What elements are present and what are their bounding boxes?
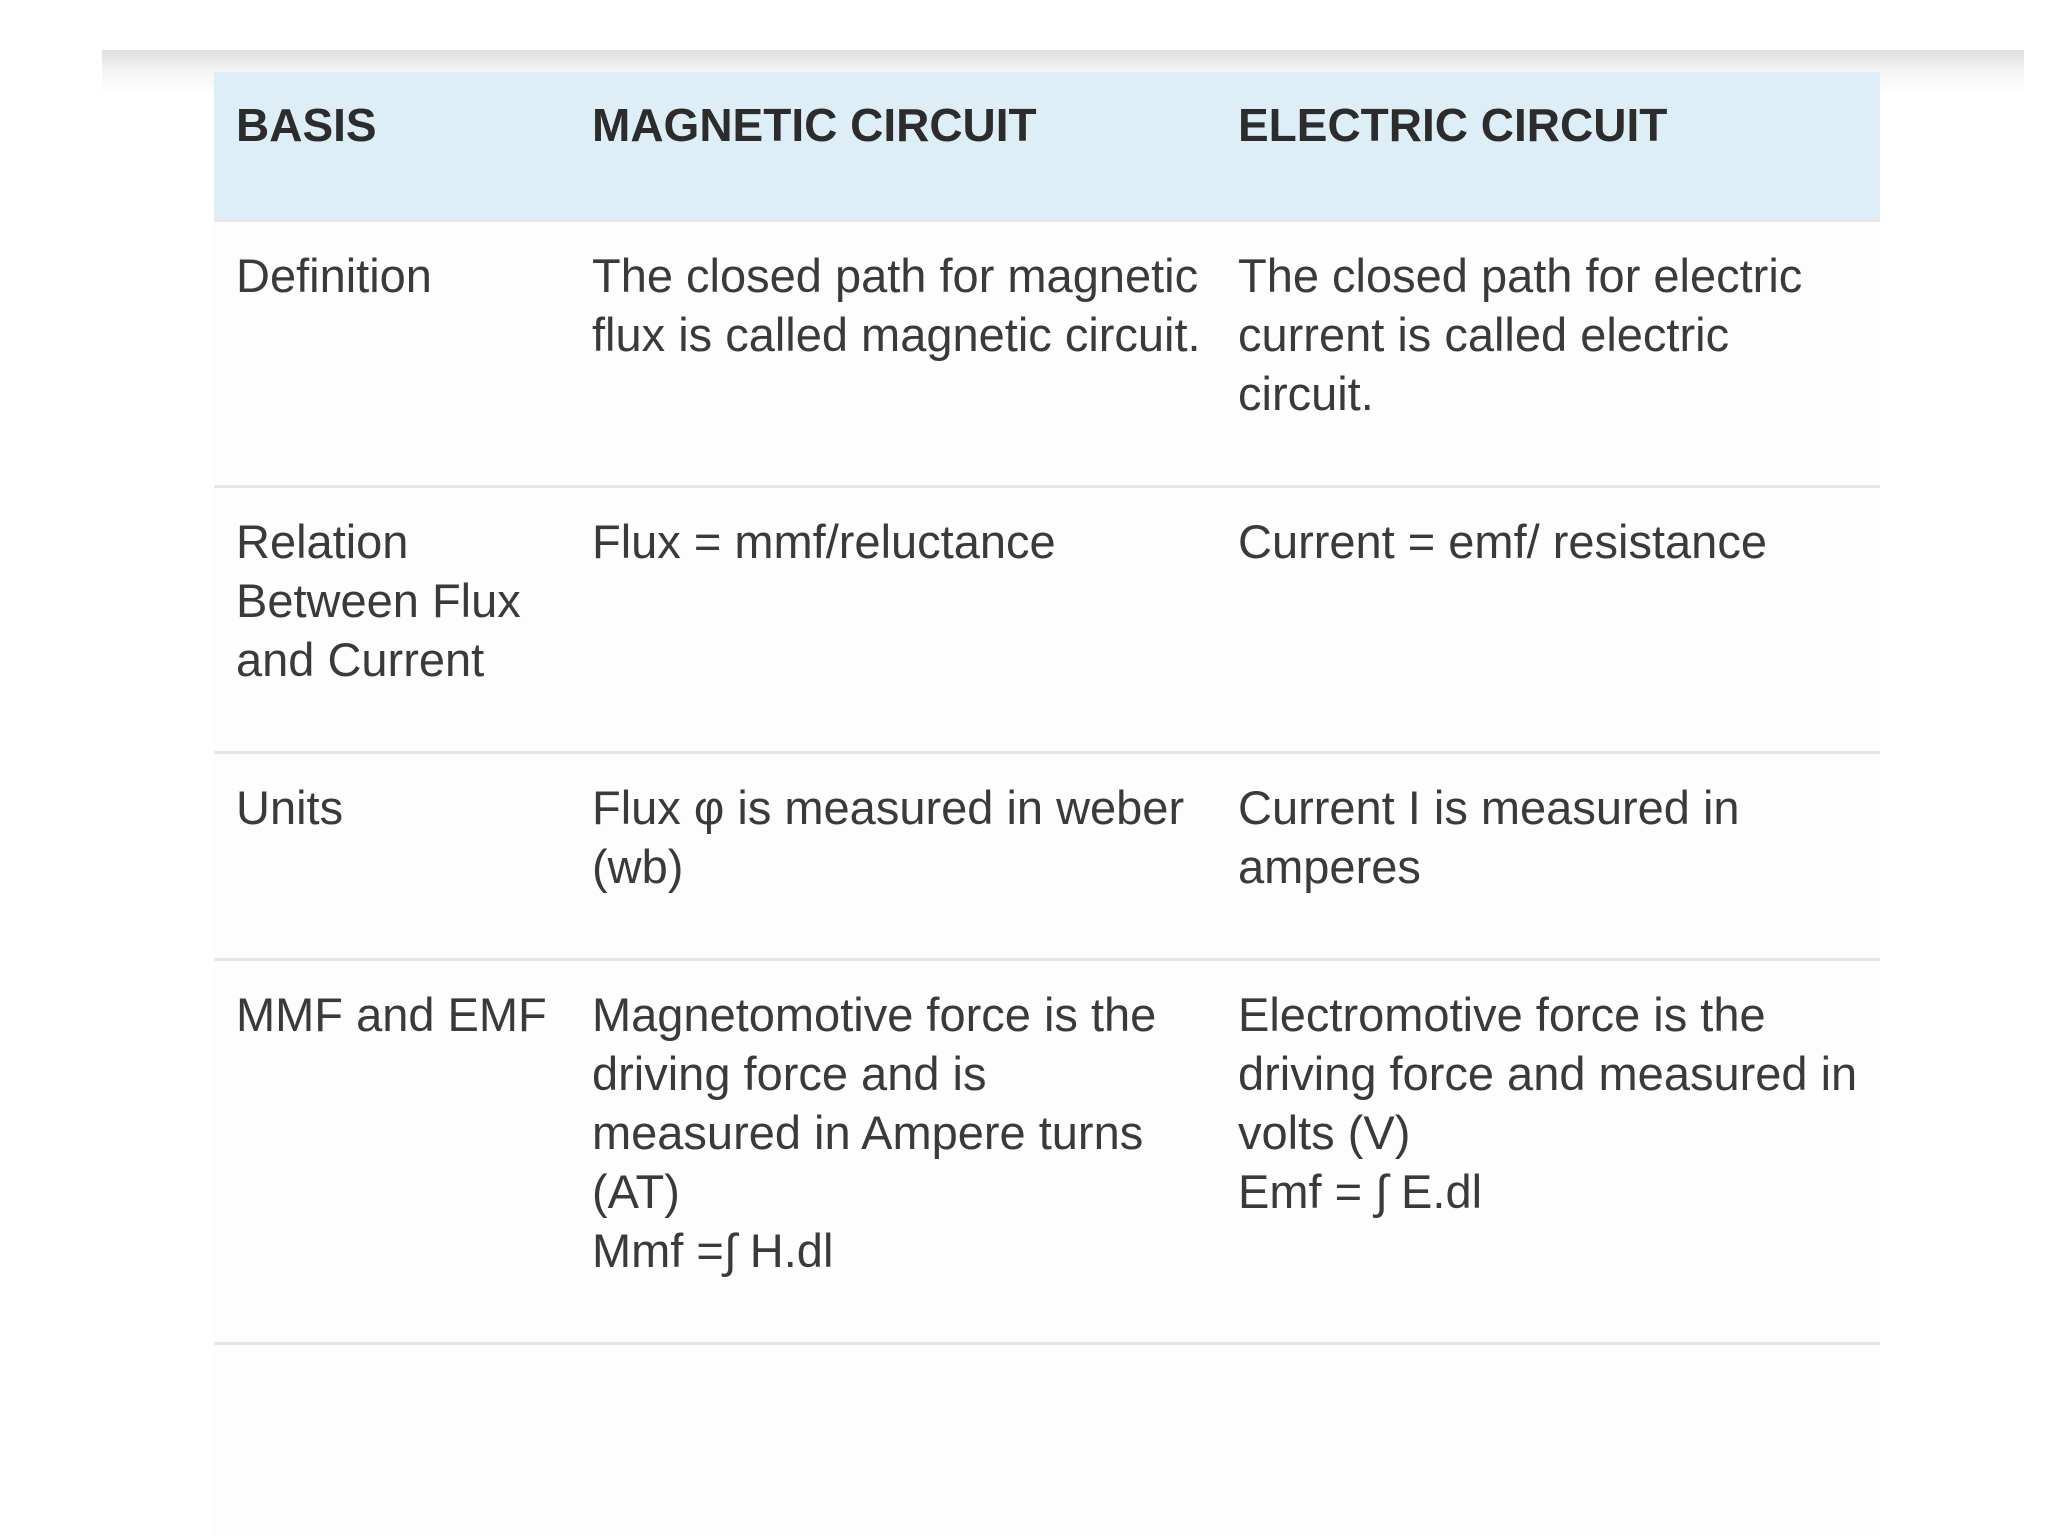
electric-text: Current I is measured in amperes (1238, 780, 1740, 893)
header-magnetic-circuit: MAGNETIC CIRCUIT (592, 99, 1037, 151)
magnetic-text: Flux φ is measured in weber (wb) (592, 780, 1185, 893)
basis-text: Units (236, 780, 344, 834)
header-electric-circuit: ELECTRIC CIRCUIT (1238, 99, 1668, 151)
cell-electric (1226, 486, 1880, 752)
cell-magnetic (570, 752, 1226, 959)
magnetic-text: The closed path for magnetic flux is called magnetic circuit. (592, 248, 1201, 361)
electric-text: The closed path for electric current is called electric circuit. (1238, 248, 1803, 420)
table-row-relation (214, 486, 1880, 752)
document-sheet (214, 72, 1880, 1536)
cell-electric (1226, 959, 1880, 1343)
cell-magnetic (570, 220, 1226, 486)
magnetic-text: Flux = mmf/reluctance (592, 514, 1056, 568)
cell-magnetic (570, 486, 1226, 752)
header-basis: BASIS (236, 99, 377, 151)
basis-text: Relation Between Flux and Current (236, 514, 521, 686)
cell-magnetic (570, 959, 1226, 1343)
electric-text: Electromotive force is the driving force and measured in volts (V) (1238, 987, 1858, 1159)
cell-basis (214, 959, 570, 1343)
magnetic-text: Magnetomotive force is the driving force and is measured in Ampere turns (AT) (592, 987, 1157, 1218)
electric-formula: Emf = ∫ E.dl (1238, 1164, 1483, 1218)
cell-basis (214, 486, 570, 752)
cell-basis (214, 752, 570, 959)
basis-text: MMF and EMF (236, 987, 547, 1041)
table-row-mmf-emf (214, 959, 1880, 1343)
cell-electric (1226, 752, 1880, 959)
cell-basis (214, 220, 570, 486)
table-header-row (214, 72, 1880, 220)
magnetic-formula: Mmf =∫ H.dl (592, 1223, 834, 1277)
electric-text: Current = emf/ resistance (1238, 514, 1767, 568)
basis-text: Definition (236, 248, 432, 302)
table-row-definition (214, 220, 1880, 486)
table-row-units (214, 752, 1880, 959)
comparison-table (214, 72, 1880, 1345)
cell-electric (1226, 220, 1880, 486)
